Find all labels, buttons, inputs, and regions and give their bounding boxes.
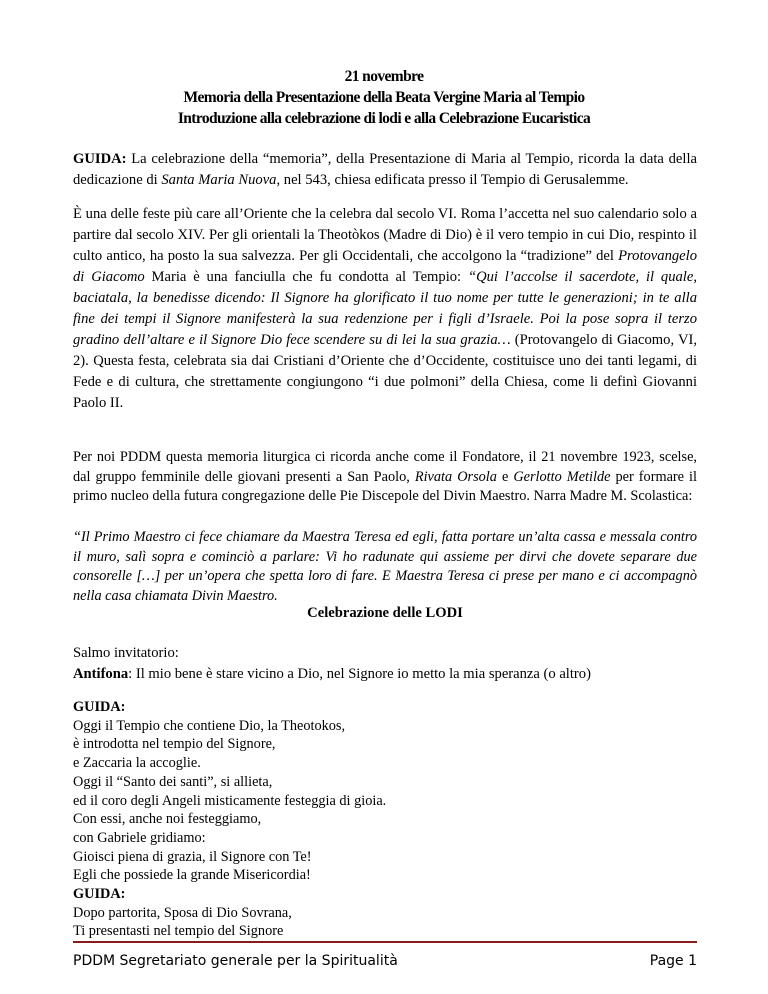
intro-text-2: , nel 543, chiesa edificata presso il Tempio di Gerusalemme. — [276, 172, 629, 188]
paragraph-history — [73, 204, 697, 414]
guida-lines-1: Oggi il Tempio che contiene Dio, la Theotokos, è introdotta nel tempio del Signore, e Zaccaria la accoglie. Oggi il “Santo dei santi”, si allieta, ed il coro degli Angeli misticamente festeggia di gioia. Con essi, anche noi festeggiamo, con Gabriele gridiamo: Gioisci piena di grazia, il Signore con Te! Egli che possiede la grande Misericordia! — [73, 717, 387, 884]
para2-quote: “Qui l’accolse il sacerdote, il quale, baciatala, la benedisse dicendo: Il Signore ha glorificato il tuo nome per tutte le generazioni; in te alla fine dei tempi il Signore manifesterà la sua redenzione per i figli d’Israele. Poi la pose sopra il terzo gradino dell’altare e il Signore Dio fece scendere su di lei la sua grazia… — [73, 269, 697, 348]
antifona-text: : Il mio bene è stare vicino a Dio, nel Signore io metto la mia speranza (o altro) — [128, 666, 591, 682]
salmo-block — [73, 643, 697, 685]
para3-text-1: Per noi PDDM questa memoria liturgica ci ricorda anche come il Fondatore, il 21 novembre 1923, scelse, dal gruppo femminile delle giovani presenti a San Paolo, — [73, 449, 697, 485]
paragraph-pddm — [73, 448, 697, 507]
para2-italic-1: Protovangelo di Giacomo — [73, 248, 697, 285]
header-subtitle: Introduzione alla celebrazione di lodi e alla Celebrazione Eucaristica — [177, 110, 591, 127]
guida-lines-2: Dopo partorita, Sposa di Dio Sovrana, Ti presentasti nel tempio del Signore — [73, 904, 292, 940]
quote-block — [73, 528, 697, 606]
footer-divider — [73, 941, 697, 943]
guida-block-1 — [73, 698, 697, 885]
guida-label: GUIDA: — [73, 699, 126, 715]
para3-text-3: per formare il primo nucleo della futura congregazione delle Pie Discepole del Divin Maestro. Narra Madre M. Scolastica: — [73, 468, 697, 505]
quote-text: “Il Primo Maestro ci fece chiamare da Maestra Teresa ed egli, fatta portare un’alta cassa e messala contro il muro, salì sopra e cominciò a parlare: Vi ho radunate qui assieme per dirvi che dovete separare due consorelle […] per un’opera che spetta loro di fare. E Maestra Teresa ci prese per mano e ci accompagnò nella casa chiamata Divin Maestro. — [73, 529, 697, 604]
para2-text-3: (Protovangelo di Giacomo, VI, 2). Questa festa, celebrata sia dai Cristiani d’Oriente che d’Occidente, costituisce uno dei tanti legami, di Fede e di cultura, che strettamente congiungono “i due polmoni” della Chiesa, come li definì Giovanni Paolo II. — [73, 332, 697, 411]
para3-text-2: e — [496, 468, 514, 485]
document-header — [0, 66, 768, 129]
page-number: Page 1 — [649, 953, 697, 969]
intro-paragraph — [73, 149, 697, 191]
guida-label: GUIDA: — [73, 886, 126, 902]
footer-organization: PDDM Segretariato generale per la Spiritualità — [73, 953, 398, 969]
guida-label: GUIDA: — [73, 151, 127, 167]
para3-italic-2: Gerlotto Metilde — [513, 468, 611, 485]
section-title: Celebrazione delle LODI — [307, 605, 463, 621]
salmo-line: Salmo invitatorio: — [73, 645, 179, 661]
para2-text-2: Maria è una fanciulla che fu condotta al Tempio: — [144, 269, 468, 285]
header-date: 21 novembre — [344, 68, 424, 85]
intro-text-1: La celebrazione della “memoria”, della Presentazione di Maria al Tempio, ricorda la data della dedicazione di — [73, 151, 697, 188]
antifona-label: Antifona — [73, 666, 129, 682]
header-title: Memoria della Presentazione della Beata Vergine Maria al Tempio — [183, 89, 585, 106]
para2-text-1: È una delle feste più care all’Oriente che la celebra dal secolo VI. Roma l’accetta nel suo calendario solo a partire dal secolo XIV. Per gli orientali la Theotòkos (Madre di Dio) è il vero tempio in cui Dio, respinto il culto antico, ha posto la sua salvezza. Per gli Occidentali, che accolgono la “tradizione” del — [73, 206, 697, 264]
guida-block-2 — [73, 885, 697, 941]
para3-italic-1: Rivata Orsola — [414, 468, 497, 485]
intro-italic-1: Santa Maria Nuova — [161, 172, 277, 188]
